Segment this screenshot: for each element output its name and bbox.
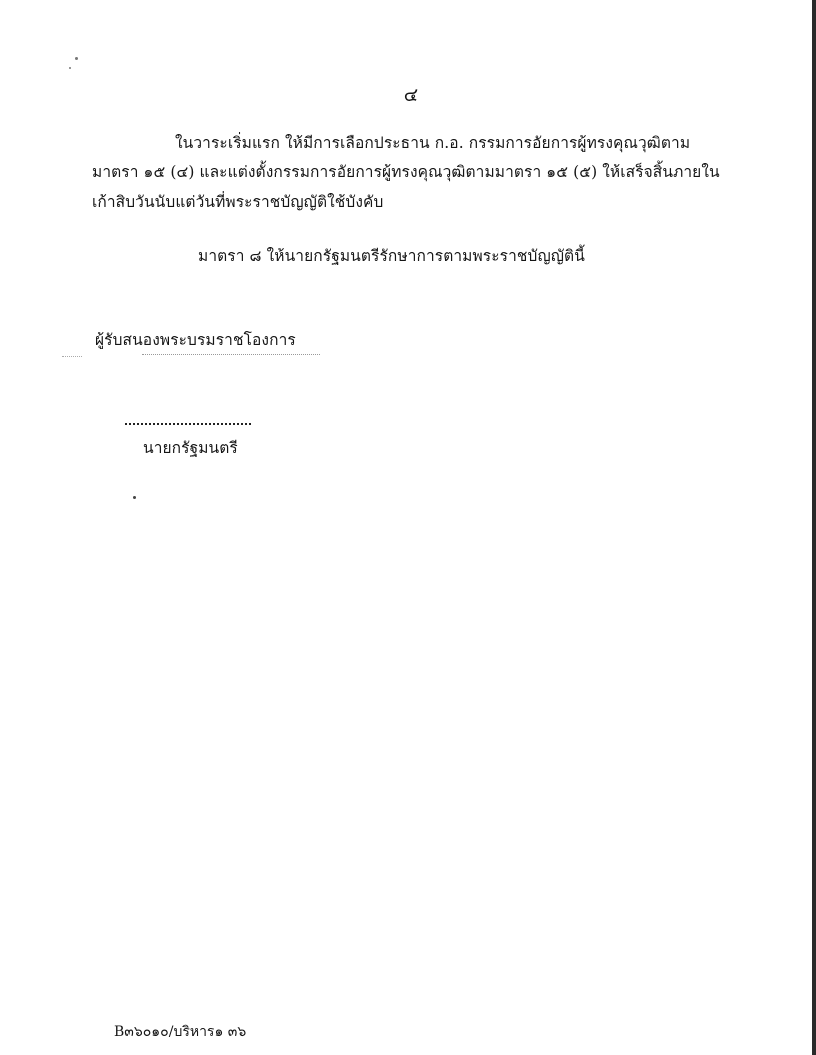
scan-mark	[62, 356, 82, 357]
footer-document-code: B๓๖๐๑๐/บริหาร๑ ๓๖	[114, 1024, 247, 1040]
scan-speck	[75, 57, 78, 60]
scan-speck	[69, 67, 71, 69]
countersign-label: ผู้รับสนองพระบรมราชโองการ	[95, 331, 296, 349]
signature-line	[125, 423, 251, 425]
scan-speck	[133, 496, 136, 499]
paragraph-line-1: ในวาระเริ่มแรก ให้มีการเลือกประธาน ก.อ. กรรมการอัยการผู้ทรงคุณวุฒิตาม	[175, 134, 691, 152]
page-number: ๔	[403, 84, 419, 106]
paragraph-line-3: เก้าสิบวันนับแต่วันที่พระราชบัญญัติใช้บังคับ	[92, 193, 384, 211]
scan-edge-border	[812, 0, 816, 1055]
paragraph-line-2: มาตรา ๑๕ (๔) และแต่งตั้งกรรมการอัยการผู้ทรงคุณวุฒิตามมาตรา ๑๕ (๕) ให้เสร็จสิ้นภายใน	[92, 163, 720, 181]
signatory-title: นายกรัฐมนตรี	[143, 439, 238, 457]
section-8-text: มาตรา ๘ ให้นายกรัฐมนตรีรักษาการตามพระราชบัญญัตินี้	[198, 247, 585, 265]
countersign-underline	[142, 354, 320, 355]
